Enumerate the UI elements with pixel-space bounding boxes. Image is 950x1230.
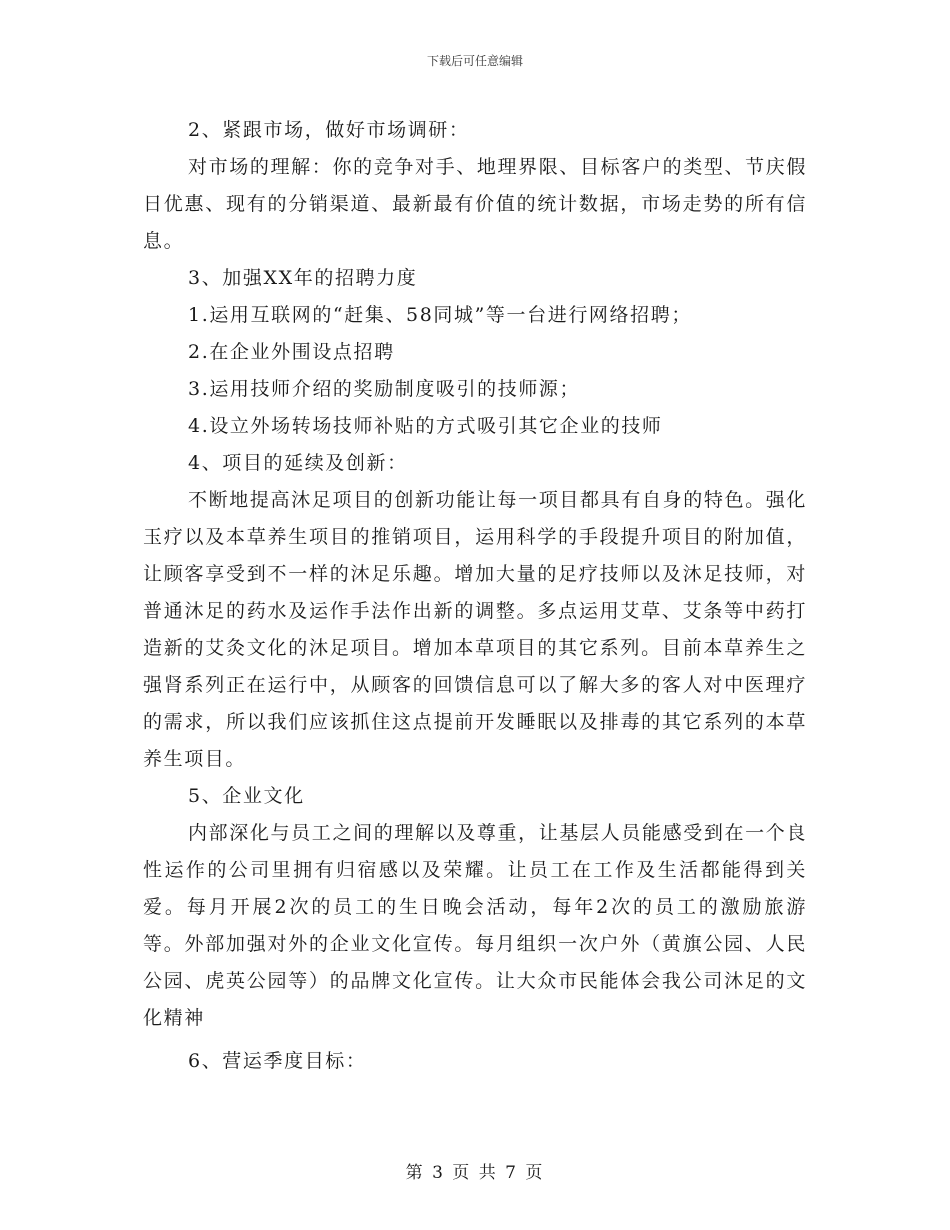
section-heading-corporate-culture: 5、企业文化 (188, 785, 305, 807)
paragraph-project-innovation: 不断地提高沐足项目的创新功能让每一项目都具有自身的特色。强化玉疗以及本草养生项目的推销项目，运用科学的手段提升项目的附加值，让顾客享受到不一样的沐足乐趣。增加大量的足疗技师以及沐足技师，对普通沐足的药水及运作手法作出新的调整。多点运用艾草、艾条等中药打造新的艾灸文化的沐足项目。增加本草项目的其它系列。目前本草养生之强肾系列正在运行中，从顾客的回馈信息可以了解大多的客人对中医理疗的需求，所以我们应该抓住这点提前开发睡眠以及排毒的其它系列的本草养生项目。 (143, 489, 807, 770)
section-heading-quarterly-goals: 6、营运季度目标： (188, 1050, 367, 1072)
section-heading-recruitment: 3、加强XX年的招聘力度 (188, 267, 418, 289)
document-body (143, 112, 807, 1080)
page-number-footer: 第 3 页 共 7 页 (405, 1163, 545, 1183)
list-item-internet-recruitment: 1.运用互联网的“赶集、58同城”等一台进行网络招聘； (188, 304, 692, 326)
paragraph-market-understanding: 对市场的理解：你的竞争对手、地理界限、目标客户的类型、节庆假日优惠、现有的分销渠道、最新最有价值的统计数据，市场走势的所有信息。 (143, 156, 807, 252)
paragraph-corporate-culture: 内部深化与员工之间的理解以及尊重，让基层人员能感受到在一个良性运作的公司里拥有归宿感以及荣耀。让员工在工作及生活都能得到关爱。每月开展2次的员工的生日晚会活动，每年2次的员工的激励旅游等。外部加强对外的企业文化宣传。每月组织一次户外（黄旗公园、人民公园、虎英公园等）的品牌文化宣传。让大众市民能体会我公司沐足的文化精神 (143, 822, 807, 1029)
section-heading-project-innovation: 4、项目的延续及创新： (188, 452, 408, 474)
list-item-referral-reward: 3.运用技师介绍的奖励制度吸引的技师源； (188, 378, 581, 400)
list-item-onsite-recruitment: 2.在企业外围设点招聘 (188, 341, 395, 363)
section-heading-market-research: 2、紧跟市场，做好市场调研： (188, 119, 470, 141)
list-item-transfer-subsidy: 4.设立外场转场技师补贴的方式吸引其它企业的技师 (188, 415, 663, 437)
page-header: 下载后可任意编辑 (426, 54, 523, 68)
